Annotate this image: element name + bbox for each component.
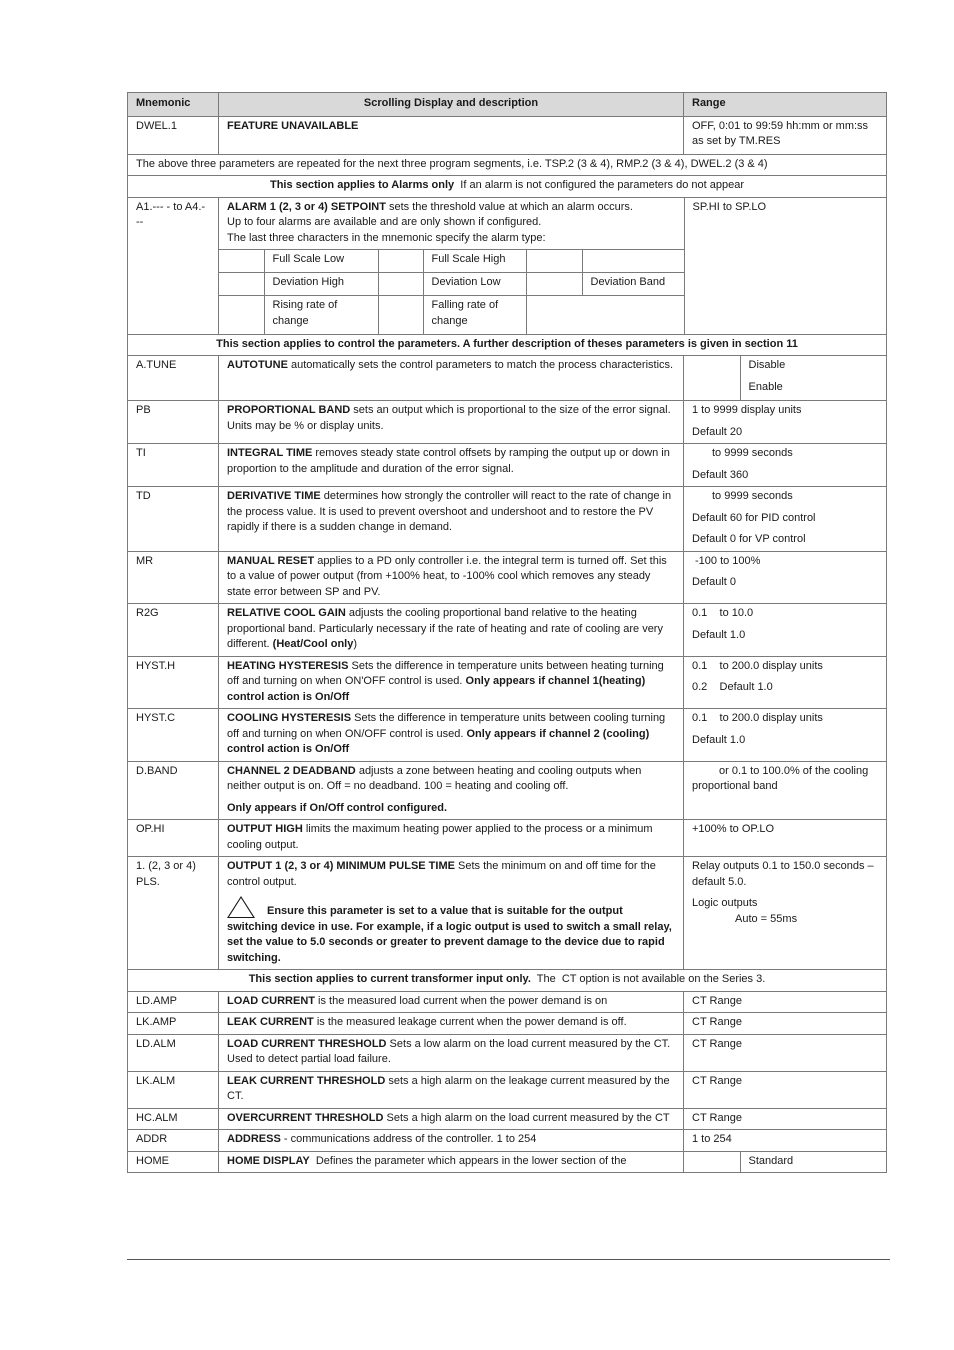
param-desc: Sets the minimum on and off time for the control output.: [227, 860, 656, 888]
mnemonic-cell: HC.ALM: [128, 1108, 219, 1130]
header-description: Scrolling Display and description: [219, 93, 684, 117]
table-row-ldamp: [128, 991, 887, 1013]
range-default: Default 360: [692, 468, 749, 481]
header-mnemonic: Mnemonic: [128, 93, 219, 117]
mnemonic-cell: HYST.C: [128, 709, 219, 762]
option-standard: Standard: [748, 1154, 794, 1167]
param-desc: Sets a low alarm on the load current measured by the CT. Used to detect partial load failure.: [227, 1037, 671, 1065]
alarm-type-deviation-band: Deviation Band: [582, 273, 684, 296]
table-row-addr: [128, 1130, 887, 1152]
param-title: LOAD CURRENT THRESHOLD: [227, 1037, 387, 1050]
param-desc: determines how strongly the controller will react to the rate of change in the process value. It is used to prevent overshoot and undershoot and to restore the PV rapidly if there is a sudden change in demand.: [227, 490, 672, 533]
alarm-type-falling-rate: Falling rate of change: [423, 296, 526, 334]
parameter-table: [127, 92, 887, 1173]
range-line: to 10.0: [719, 607, 754, 619]
range-default: Default 0: [692, 576, 737, 588]
table-row-pls: [128, 857, 887, 970]
alarm-type-deviation-low: Deviation Low: [423, 273, 526, 296]
param-title: LEAK CURRENT: [227, 1016, 314, 1028]
range-default: Default 1.0: [692, 733, 746, 746]
mnemonic-cell: LD.AMP: [128, 991, 219, 1013]
param-desc: Sets the difference in temperature units between cooling turning off and turning on when ON/OFF control is used.: [227, 712, 666, 740]
table-row-hcalm: [128, 1108, 887, 1130]
param-title: ADDRESS: [227, 1133, 281, 1145]
param-title: OUTPUT 1 (2, 3 or 4) MINIMUM PULSE TIME: [227, 860, 455, 872]
mnemonic-cell: DWEL.1: [128, 116, 219, 154]
mnemonic-cell: LK.AMP: [128, 1013, 219, 1035]
table-row-dband: [128, 761, 887, 820]
range-logic-auto: Auto = 55ms: [735, 912, 798, 925]
table-row-lkamp: [128, 1013, 887, 1035]
range-cell: CT Range: [684, 1034, 887, 1071]
range-line: 1 to 9999 display units: [692, 404, 802, 416]
table-row-td: [128, 487, 887, 552]
param-title: CHANNEL 2 DEADBAND: [227, 764, 356, 777]
param-title: FEATURE UNAVAILABLE: [227, 119, 359, 132]
range-cell: CT Range: [684, 1071, 887, 1108]
mnemonic-cell: OP.HI: [128, 820, 219, 857]
range-cell: CT Range: [684, 1013, 887, 1035]
param-title: LOAD CURRENT: [227, 994, 315, 1007]
mnemonic-cell: ADDR: [128, 1130, 219, 1152]
param-desc: - communications address of the controller. 1 to 254: [280, 1133, 537, 1145]
range-relay: Relay outputs 0.1 to 150.0 seconds – default 5.0.: [692, 860, 874, 888]
param-title: INTEGRAL TIME: [227, 447, 313, 459]
alarm-section-note: If an alarm is not configured the parameters do not appear: [454, 179, 745, 191]
mnemonic-cell: LK.ALM: [128, 1071, 219, 1108]
param-title: OVERCURRENT THRESHOLD: [227, 1111, 384, 1124]
table-row-home: [128, 1151, 887, 1173]
param-title: COOLING HYSTERESIS: [227, 712, 352, 724]
param-desc: sets a high alarm on the leakage current measured by the CT.: [227, 1074, 670, 1102]
table-row-ti: [128, 444, 887, 487]
range-cell: CT Range: [684, 1108, 887, 1130]
table-row-lkalm: [128, 1071, 887, 1108]
range-default-pid: Default 60 for PID control: [692, 511, 816, 524]
param-title: AUTOTUNE: [227, 359, 288, 371]
option-disable: Disable: [748, 359, 786, 371]
footer-rule: [127, 1259, 890, 1260]
table-row-hysth: HYST.H HEATING HYSTERESIS Sets the difference in temperature units between heating turning off and turning on when ON'OFF control is used. Only appears if channel 1(heating) control action is On/Off 0.1 to 200.0 display units 0.2 Default 1.0: [128, 656, 887, 709]
param-desc: is the measured load current when the power demand is on: [315, 994, 608, 1007]
param-title: OUTPUT HIGH: [227, 823, 303, 835]
param-desc: is the measured leakage current when the power demand is off.: [313, 1016, 627, 1028]
mnemonic-cell: D.BAND: [128, 761, 219, 820]
range-default: Default 20: [692, 425, 743, 438]
param-desc: adjusts the cooling proportional band relative to the heating proportional band. Particularly necessary if the rate of heating and rate of cooling are very different.: [227, 607, 663, 650]
param-desc: removes steady state control offsets by ramping the output up or down in proportion to the amplitude and duration of the error signal.: [227, 447, 670, 475]
alarm-type-full-scale-high: Full Scale High: [423, 250, 526, 273]
param-desc: Defines the parameter which appears in the lower section of the: [309, 1154, 627, 1167]
range-cell: CT Range: [684, 991, 887, 1013]
param-desc: applies to a PD only controller i.e. the integral term is turned off. Set this to a value of power output (from +100% heat, to -100% cool which removes any steady state error between SP and PV.: [227, 554, 667, 598]
ct-section-title: This section applies to current transformer input only.: [248, 973, 531, 985]
param-title: LEAK CURRENT THRESHOLD: [227, 1074, 386, 1087]
range-line: or 0.1 to 100.0% of the cooling proportional band: [692, 764, 869, 792]
range-line: to 200.0 display units: [719, 712, 823, 724]
mnemonic-cell: HOME: [128, 1151, 219, 1173]
table-row-ophi: [128, 820, 887, 857]
range-line: -100 to 100%: [695, 554, 761, 567]
table-row-pb: [128, 401, 887, 444]
mnemonic-cell: TI: [128, 444, 219, 487]
param-desc-line2: Up to four alarms are available and are only shown if configured.: [227, 216, 542, 228]
mnemonic-cell: A1.--- - to A4.- --: [128, 197, 219, 334]
range-default: Default 1.0: [692, 628, 746, 641]
alarm-type-full-scale-low: Full Scale Low: [264, 250, 378, 273]
range-cell: 1 to 254: [684, 1130, 887, 1152]
param-desc: limits the maximum heating power applied to the process or a minimum cooling output.: [227, 823, 653, 851]
header-row: [128, 93, 887, 117]
alarm-section-title: This section applies to Alarms only: [269, 179, 455, 191]
param-desc: automatically sets the control parameters to match the process characteristics.: [287, 359, 674, 371]
param-note: Only appears if channel 2 (cooling) control action is On/Off: [227, 727, 650, 755]
mnemonic-cell: 1. (2, 3 or 4) PLS.: [128, 857, 219, 970]
param-title: PROPORTIONAL BAND: [227, 404, 351, 416]
range-default: Default 1.0: [719, 681, 773, 693]
param-note: Only appears if On/Off control configured.: [227, 801, 448, 814]
mnemonic-cell: PB: [128, 401, 219, 444]
param-title: ALARM 1 (2, 3 or 4) SETPOINT: [227, 200, 386, 213]
param-desc: Sets a high alarm on the load current measured by the CT: [383, 1111, 670, 1124]
param-title: DERIVATIVE TIME: [227, 490, 321, 502]
option-enable: Enable: [748, 381, 783, 393]
param-title: HEATING HYSTERESIS: [227, 659, 349, 672]
mnemonic-cell: A.TUNE: [128, 356, 219, 401]
mnemonic-cell: R2G: [128, 604, 219, 657]
range-cell: OFF, 0:01 to 99:59 hh:mm or mm:ss as set by TM.RES: [684, 116, 887, 154]
table-row-mr: [128, 551, 887, 604]
param-desc-line3: The last three characters in the mnemonic specify the alarm type:: [227, 231, 546, 244]
repeat-note-row: [128, 154, 887, 176]
param-note: (Heat/Cool only: [272, 638, 354, 650]
table-row-hystc: HYST.C COOLING HYSTERESIS Sets the difference in temperature units between cooling turning off and turning on when ON/OFF control is used. Only appears if channel 2 (cooling) control action is On/Off 0.1 to 200.0 display units Default 1.0: [128, 709, 887, 762]
mnemonic-cell: TD: [128, 487, 219, 552]
alarm-type-deviation-high: Deviation High: [264, 273, 378, 296]
table-row-r2g: R2G RELATIVE COOL GAIN adjusts the cooling proportional band relative to the heating proportional band. Particularly necessary if the rate of heating and rate of cooling are very different. (Heat/Cool only) 0.1 to 10.0 Default 1.0: [128, 604, 887, 657]
range-line: to 9999 seconds: [712, 490, 793, 502]
warning-text: Ensure this parameter is set to a value that is suitable for the output switching device in use. For example, if a logic output is used to switch a small relay, set the value to 5.0 seconds or greater to prevent damage to the device due to rapid switching.: [227, 905, 672, 964]
param-note: Only appears if channel 1(heating) control action is On/Off: [227, 675, 646, 703]
range-line: to 200.0 display units: [719, 659, 823, 672]
mnemonic-cell: HYST.H: [128, 656, 219, 709]
range-line: to 9999 seconds: [712, 447, 793, 459]
range-cell: +100% to OP.LO: [684, 820, 887, 857]
range-default-vp: Default 0 for VP control: [692, 533, 806, 545]
param-desc: sets an output which is proportional to the size of the error signal. Units may be % or display units.: [227, 404, 671, 432]
repeat-note: The above three parameters are repeated for the next three program segments, i.e. TSP.2 (3 & 4), RMP.2 (3 & 4), DWEL.2 (3 & 4): [128, 154, 887, 176]
param-desc: adjusts a zone between heating and cooling outputs when neither output is on. Off = no deadband. 100 = heating and cooling off.: [227, 764, 642, 792]
alarm-type-table: [219, 249, 684, 334]
param-title: MANUAL RESET: [227, 554, 315, 567]
param-desc: sets the threshold value at which an alarm occurs.: [385, 200, 633, 213]
table-row-dwel1: [128, 116, 887, 154]
ct-section-row: [128, 970, 887, 992]
control-section-row: [128, 334, 887, 356]
param-title: RELATIVE COOL GAIN: [227, 607, 346, 619]
header-range: Range: [684, 93, 887, 117]
warning-triangle-icon: [227, 896, 255, 918]
range-logic: Logic outputs: [692, 897, 758, 909]
range-cell: SP.HI to SP.LO: [692, 200, 767, 213]
mnemonic-cell: MR: [128, 551, 219, 604]
param-title: HOME DISPLAY: [227, 1154, 310, 1167]
mnemonic-cell: LD.ALM: [128, 1034, 219, 1071]
table-row-atune: [128, 356, 887, 401]
ct-section-note: The CT option is not available on the Series 3.: [530, 973, 766, 985]
alarm-type-rising-rate: Rising rate of change: [264, 296, 378, 334]
alarm-section-row: [128, 176, 887, 198]
param-desc: Sets the difference in temperature units between heating turning off and turning on when ON'OFF control is used.: [227, 659, 664, 687]
table-row-alarm: [128, 197, 887, 334]
control-section-title: This section applies to control the parameters. A further description of theses parameters is given in section 11: [216, 337, 798, 350]
table-row-ldalm: [128, 1034, 887, 1071]
